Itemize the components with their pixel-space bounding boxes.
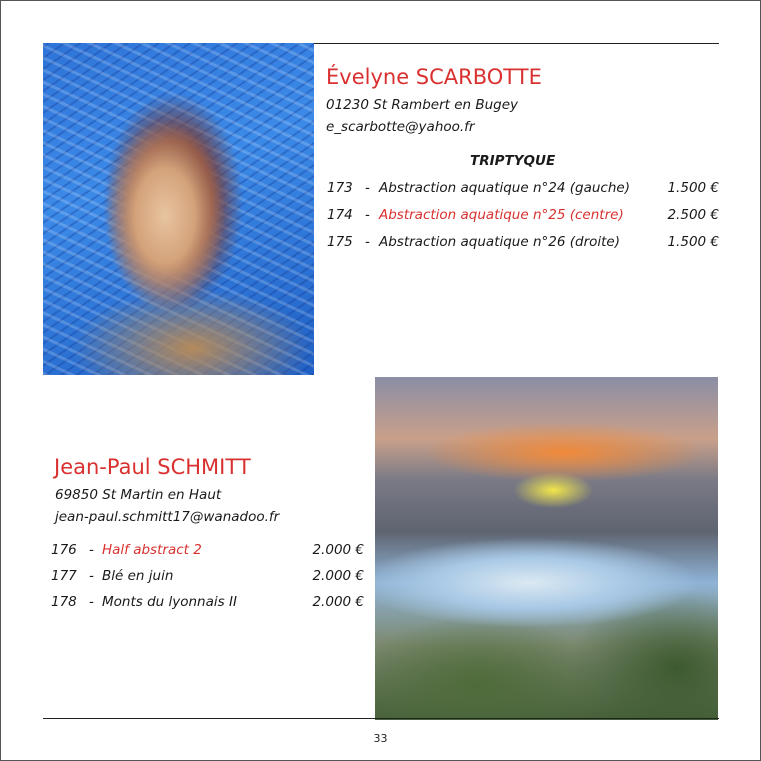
artist-email: jean-paul.schmitt17@wanadoo.fr: [55, 509, 280, 525]
artist-name: Jean-Paul SCHMITT: [54, 455, 251, 479]
artwork-title: Blé en juin: [102, 568, 174, 584]
separator: -: [89, 542, 94, 558]
artwork-item: [327, 180, 719, 207]
artwork-number: 178: [51, 594, 77, 610]
artwork-title: Monts du lyonnais II: [102, 594, 237, 610]
artwork-list: [51, 542, 364, 620]
artwork-price: 1.500 €: [667, 180, 719, 196]
artwork-item: [51, 568, 364, 594]
artwork-price: 2.000 €: [312, 568, 364, 584]
artwork-title: Abstraction aquatique n°25 (centre): [379, 207, 624, 223]
painting-landscape: [375, 377, 718, 720]
artist-name: Évelyne SCARBOTTE: [326, 65, 542, 89]
artist-email: e_scarbotte@yahoo.fr: [326, 119, 475, 135]
artwork-item-highlighted: [51, 542, 364, 568]
artwork-price: 2.000 €: [312, 542, 364, 558]
artwork-number: 174: [327, 207, 353, 223]
artwork-number: 173: [327, 180, 353, 196]
separator: -: [365, 234, 370, 250]
artwork-price: 2.500 €: [667, 207, 719, 223]
separator: -: [365, 207, 370, 223]
separator: -: [89, 594, 94, 610]
artwork-title: Abstraction aquatique n°26 (droite): [379, 234, 621, 250]
artist-address: 69850 St Martin en Haut: [55, 487, 222, 503]
artwork-price: 2.000 €: [312, 594, 364, 610]
artwork-number: 175: [327, 234, 353, 250]
painting-underwater-figure: [43, 43, 314, 375]
artwork-title: Abstraction aquatique n°24 (gauche): [379, 180, 630, 196]
artwork-number: 177: [51, 568, 77, 584]
artist-address: 01230 St Rambert en Bugey: [326, 97, 519, 113]
page-number: 33: [373, 732, 388, 745]
separator: -: [89, 568, 94, 584]
separator: -: [365, 180, 370, 196]
top-rule: [313, 43, 719, 44]
artwork-price: 1.500 €: [667, 234, 719, 250]
artwork-title: Half abstract 2: [102, 542, 202, 558]
artwork-number: 176: [51, 542, 77, 558]
bottom-rule: [43, 718, 719, 719]
artwork-item-highlighted: [327, 207, 719, 234]
artwork-item: [327, 234, 719, 261]
series-title: TRIPTYQUE: [470, 153, 556, 169]
artwork-list: [327, 180, 719, 261]
artwork-item: [51, 594, 364, 620]
